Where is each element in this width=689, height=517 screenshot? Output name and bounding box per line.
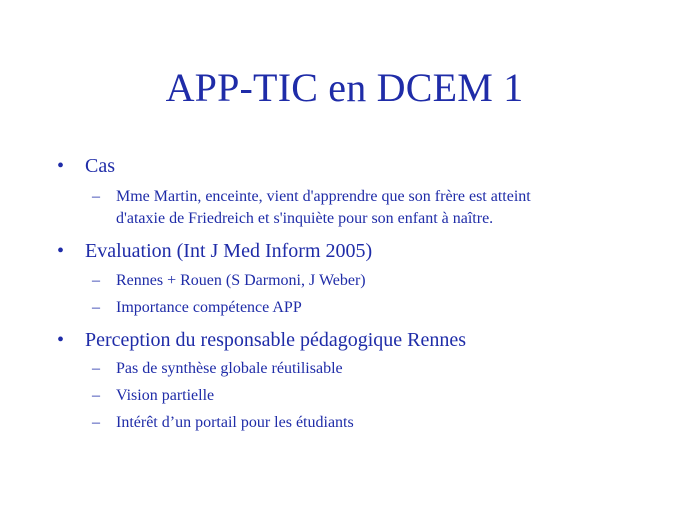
dash-icon: –: [92, 360, 100, 377]
bullet-icon: •: [57, 155, 65, 177]
sub-item-text: Importance compétence APP: [116, 299, 302, 316]
dash-icon: –: [92, 299, 100, 316]
sub-item-text: Intérêt d’un portail pour les étudiants: [116, 414, 354, 431]
dash-icon: –: [92, 387, 100, 404]
sub-item-text: d'ataxie de Friedreich et s'inquiète pour son enfant à naître.: [116, 210, 494, 227]
bullet-icon: •: [57, 329, 65, 351]
sub-item-text: Mme Martin, enceinte, vient d'apprendre que son frère est atteint: [116, 188, 531, 205]
sub-item-text: Pas de synthèse globale réutilisable: [116, 360, 343, 377]
bullet-label: Evaluation (Int J Med Inform 2005): [85, 240, 373, 262]
bullet-icon: •: [57, 240, 65, 262]
dash-icon: –: [92, 188, 100, 205]
slide-title: APP-TIC en DCEM 1: [165, 65, 524, 110]
dash-icon: –: [92, 414, 100, 431]
sub-item-text: Vision partielle: [116, 387, 215, 404]
dash-icon: –: [92, 272, 100, 289]
sub-item-text: Rennes + Rouen (S Darmoni, J Weber): [116, 272, 366, 289]
bullet-label: Perception du responsable pédagogique Rennes: [85, 329, 467, 351]
bullet-label: Cas: [85, 155, 115, 177]
